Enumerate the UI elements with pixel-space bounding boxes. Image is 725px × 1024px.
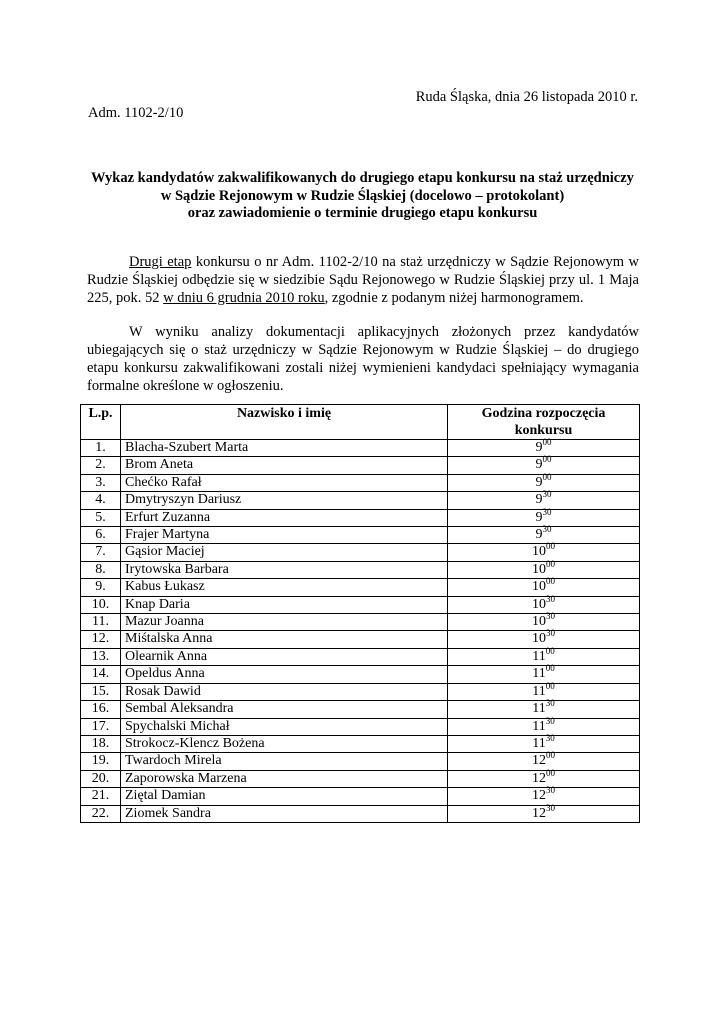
start-time — [448, 767, 640, 787]
row-number: 12. — [81, 631, 121, 648]
row-number: 16. — [81, 701, 121, 718]
start-minute: 30 — [545, 698, 555, 709]
table-row — [81, 596, 640, 613]
header-lp: L.p. — [81, 405, 121, 440]
paragraph-1-body: konkursu o nr Adm. 1102-2/10 na staż urzędniczy w Sądzie Rejonowym w Rudzie Śląskiej odbędzie się w siedzibie Sądu Rejonowego w Rudzie Śląskiej przy ul. 1 Maja 225, pok. 52 — [87, 254, 639, 306]
candidate-name: Twardoch Mirela — [121, 753, 448, 770]
candidate-name: Spychalski Michał — [121, 718, 448, 735]
start-hour: 11 — [532, 666, 546, 682]
start-time — [448, 680, 640, 700]
start-minute: 00 — [546, 576, 555, 587]
start-hour: 11 — [532, 701, 546, 717]
start-minute: 30 — [546, 611, 555, 622]
header-name: Nazwisko i imię — [121, 405, 448, 440]
start-hour: 12 — [532, 788, 546, 804]
start-minute: 30 — [546, 593, 555, 604]
start-hour: 9 — [535, 527, 543, 543]
start-hour: 10 — [532, 561, 546, 577]
title-line-3: oraz zawiadomienie o terminie drugiego etapu konkursu — [187, 205, 538, 221]
second-stage-label: Drugi etap — [129, 254, 192, 270]
row-number: 9. — [81, 579, 121, 596]
start-minute: 00 — [546, 541, 555, 552]
place-date: Ruda Śląska, dnia 26 listopada 2010 r. — [415, 89, 638, 105]
row-number: 5. — [81, 509, 121, 526]
start-hour: 10 — [532, 614, 546, 630]
start-minute: 00 — [542, 437, 552, 447]
start-hour: 9 — [535, 509, 543, 525]
candidate-name: Chećko Rafał — [121, 474, 448, 491]
table-row — [81, 614, 640, 631]
table-row — [81, 683, 640, 700]
candidate-name: Olearnik Anna — [121, 648, 448, 665]
table-row — [81, 666, 640, 683]
table-row — [81, 753, 640, 770]
candidate-name: Miśtalska Anna — [121, 631, 448, 648]
candidate-name: Strokocz-Klencz Bożena — [121, 735, 448, 752]
row-number: 13. — [81, 648, 121, 665]
start-hour: 9 — [535, 474, 543, 490]
row-number: 14. — [81, 666, 121, 683]
row-number: 20. — [81, 770, 121, 787]
table-header-row — [81, 405, 640, 440]
start-minute: 30 — [542, 489, 552, 500]
start-minute: 00 — [542, 454, 552, 465]
table-row — [81, 509, 640, 526]
start-time — [448, 715, 640, 735]
table-row — [81, 788, 640, 805]
row-number: 10. — [81, 596, 121, 613]
table-row — [81, 701, 640, 718]
candidate-name: Dmytryszyn Dariusz — [121, 492, 448, 509]
start-hour: 9 — [535, 492, 543, 508]
row-number: 19. — [81, 753, 121, 770]
start-hour: 11 — [532, 718, 546, 734]
paragraph-exam-stage — [87, 253, 639, 307]
candidate-name: Sembal Aleksandra — [121, 701, 448, 718]
row-number: 11. — [81, 614, 121, 631]
table-row — [81, 631, 640, 648]
candidate-name: Blacha-Szubert Marta — [121, 440, 448, 457]
exam-date: w dniu 6 grudnia 2010 roku — [163, 290, 325, 306]
table-row — [81, 440, 640, 457]
start-hour: 10 — [532, 579, 546, 595]
start-minute: 30 — [546, 628, 555, 639]
table-row — [81, 492, 640, 509]
row-number: 4. — [81, 492, 121, 509]
candidate-name: Gąsior Maciej — [121, 544, 448, 561]
candidate-name: Mazur Joanna — [121, 614, 448, 631]
reference-number: Adm. 1102-2/10 — [88, 105, 184, 121]
row-number: 15. — [81, 683, 121, 700]
start-minute: 00 — [545, 663, 555, 674]
start-minute: 00 — [546, 750, 555, 761]
candidates-table — [80, 404, 640, 823]
candidate-name: Knap Daria — [121, 596, 448, 613]
start-hour: 9 — [535, 440, 543, 455]
start-time — [448, 645, 640, 665]
start-minute: 30 — [545, 732, 555, 743]
start-minute: 00 — [546, 767, 555, 778]
candidate-name: Rosak Dawid — [121, 683, 448, 700]
table-body — [81, 437, 640, 823]
table-row — [81, 718, 640, 735]
row-number: 18. — [81, 735, 121, 752]
table-row — [81, 579, 640, 596]
candidate-name: Irytowska Barbara — [121, 561, 448, 578]
start-time — [448, 732, 640, 752]
paragraph-qualification — [87, 323, 639, 395]
row-number: 17. — [81, 718, 121, 735]
start-hour: 12 — [532, 805, 546, 821]
candidate-name: Ziomek Sandra — [121, 805, 448, 822]
row-number: 8. — [81, 561, 121, 578]
start-hour: 11 — [532, 648, 546, 664]
row-number: 6. — [81, 527, 121, 544]
start-minute: 00 — [545, 645, 555, 656]
candidate-name: Brom Aneta — [121, 457, 448, 474]
candidate-name: Ziętal Damian — [121, 788, 448, 805]
start-minute: 30 — [546, 802, 555, 813]
start-minute: 00 — [545, 680, 555, 691]
row-number: 2. — [81, 457, 121, 474]
start-time — [448, 558, 640, 578]
start-time — [448, 698, 640, 718]
start-minute: 30 — [546, 785, 555, 796]
row-number: 22. — [81, 805, 121, 822]
title-line-1: Wykaz kandydatów zakwalifikowanych do drugiego etapu konkursu na staż urzędniczy — [91, 170, 634, 186]
candidate-name: Erfurt Zuzanna — [121, 509, 448, 526]
start-time — [448, 576, 640, 596]
table-row — [81, 544, 640, 561]
row-number: 3. — [81, 474, 121, 491]
start-time — [448, 785, 640, 805]
start-hour: 11 — [532, 735, 546, 751]
start-time — [448, 802, 640, 822]
table-row — [81, 805, 640, 822]
table-row — [81, 648, 640, 665]
start-hour: 10 — [532, 596, 546, 612]
row-number: 7. — [81, 544, 121, 561]
start-minute: 30 — [542, 506, 552, 517]
start-time — [448, 750, 640, 770]
table-row — [81, 735, 640, 752]
start-time — [448, 663, 640, 683]
start-time — [448, 524, 640, 544]
table-row — [81, 474, 640, 491]
row-number: 21. — [81, 788, 121, 805]
candidate-name: Opeldus Anna — [121, 666, 448, 683]
start-hour: 11 — [532, 683, 546, 699]
table-row — [81, 561, 640, 578]
start-hour: 10 — [532, 631, 546, 647]
document-title — [70, 170, 655, 223]
candidate-name: Zaporowska Marzena — [121, 770, 448, 787]
row-number: 1. — [81, 440, 121, 457]
start-time — [448, 541, 640, 561]
start-minute: 00 — [546, 558, 555, 569]
paragraph-1-tail: , zgodnie z podanym niżej harmonogramem. — [324, 290, 584, 306]
start-time — [448, 628, 640, 648]
start-time — [448, 593, 640, 613]
start-minute: 30 — [545, 715, 555, 726]
start-time — [448, 611, 640, 631]
table-row — [81, 770, 640, 787]
start-hour: 10 — [532, 544, 546, 560]
start-hour: 9 — [535, 457, 543, 473]
candidate-name: Kabus Łukasz — [121, 579, 448, 596]
paragraph-2-body: W wyniku analizy dokumentacji aplikacyjnych złożonych przez kandydatów ubiegających się o staż urzędniczy w Sądzie Rejonowym w Rudzie Śląskiej – do drugiego etapu konkursu zakwalifikowani zostali niżej wymienieni kandydaci spełniający wymagania formalne określone w ogłoszeniu. — [87, 324, 639, 394]
start-hour: 12 — [532, 770, 546, 786]
start-minute: 30 — [542, 524, 552, 535]
title-line-2: w Sądzie Rejonowym w Rudzie Śląskiej (docelowo – protokolant) — [160, 187, 565, 204]
table-row — [81, 527, 640, 544]
candidate-name: Frajer Martyna — [121, 527, 448, 544]
header-time: Godzina rozpoczęcia konkursu — [448, 405, 640, 440]
start-hour: 12 — [532, 753, 546, 769]
table-row — [81, 457, 640, 474]
start-minute: 00 — [542, 471, 552, 482]
